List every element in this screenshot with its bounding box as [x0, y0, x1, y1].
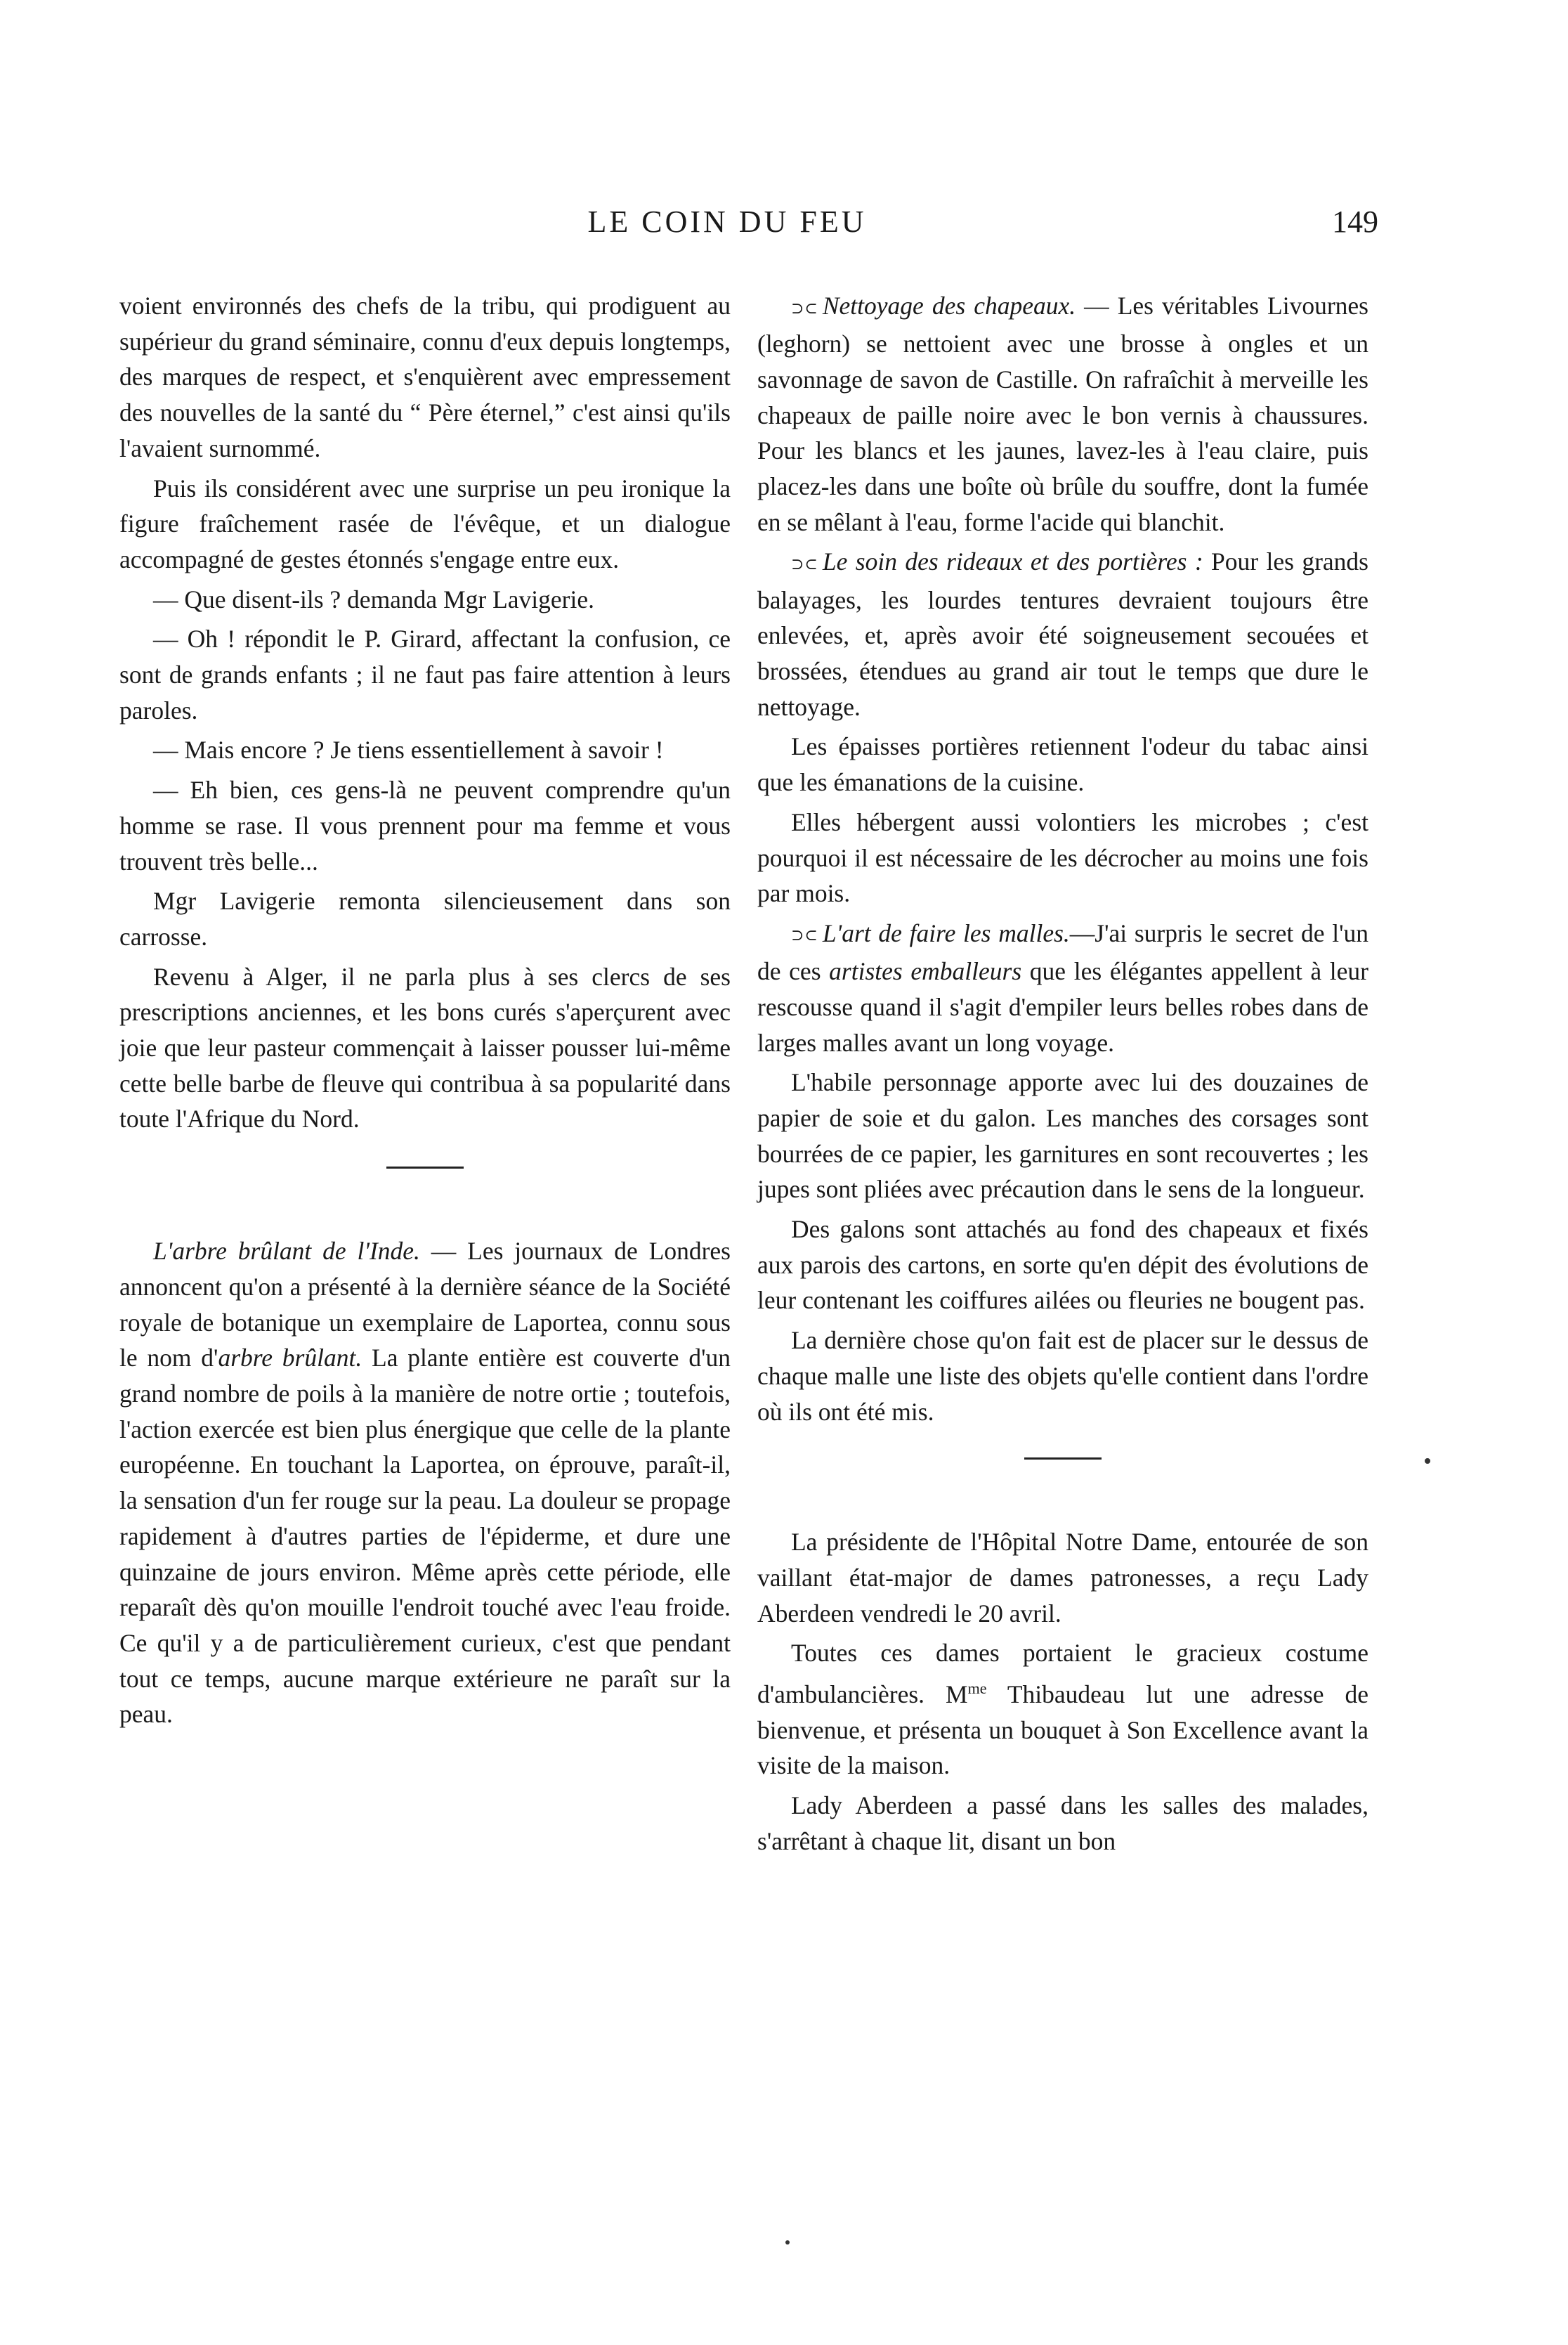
article-text: — Les véritables Livournes (leghorn) se nettoient avec une brosse à ongles et un savonnage de savon de Castille. On rafraîchit à merveille les chapeaux de paille noire avec le bon vernis à chaussures. Pour les blancs et les jaunes, lavez-les à l'eau claire, puis placez-les dans une boîte où brûle du souffre, dont la fumée en se mêlant à l'eau, forme l'acide qui blanchit. [757, 292, 1368, 536]
italic-term: artistes emballeurs [829, 957, 1022, 986]
article-text: — Les journaux de Londres annoncent qu'on a présenté à la dernière séance de la Société royale de botanique un exemplaire de Laportea, connu sous le nom d' [119, 1237, 731, 1372]
superscript: me [967, 1680, 987, 1698]
right-column [757, 288, 1368, 1863]
print-speck [1425, 1458, 1430, 1464]
article-nettoyage-chapeaux [757, 288, 1368, 540]
text-span: Toutes ces dames portaient le gracieux costume d'ambulancières. [757, 1639, 1368, 1708]
text-span: Thibaudeau lut une adresse de bienvenue, et présenta un bouquet à Son Excellence avant la visite de la maison. [757, 1680, 1369, 1780]
page-header [0, 204, 1568, 260]
section-divider [1024, 1457, 1102, 1460]
article-text: —J'ai surpris le secret de l'un de ces [757, 918, 1369, 986]
article-lead: Nettoyage des chapeaux. [822, 292, 1076, 320]
page-number: 149 [1332, 204, 1378, 239]
paragraph: Elles hébergent aussi volontiers les microbes ; c'est pourquoi il est nécessaire de les décrocher au moins une fois par mois. [757, 807, 1368, 908]
paragraph: Mgr Lavigerie remonta silencieusement dans son carrosse. [119, 887, 731, 951]
paragraph: Les épaisses portières retiennent l'odeur du tabac ainsi que les émanations de la cuisine. [757, 732, 1368, 797]
print-speck [785, 2240, 790, 2245]
paragraph: La dernière chose qu'on fait est de placer sur le dessus de chaque malle une liste des objets qu'elle contient dans l'ordre où ils ont été mis. [757, 1326, 1368, 1426]
article-lead: L'arbre brûlant de l'Inde. [153, 1237, 420, 1266]
dialogue-line: — Que disent-ils ? demanda Mgr Lavigerie. [153, 585, 594, 613]
left-column [119, 288, 731, 1736]
dialogue-line: — Oh ! répondit le P. Girard, affectant la confusion, ce sont de grands enfants ; il ne faut pas faire attention à leurs paroles. [119, 625, 731, 725]
paragraph: Puis ils considérent avec une surprise un peu ironique la figure fraîchement rasée de l'évêque, et un dialogue accompagné de gestes étonnés s'engage entre eux. [119, 474, 731, 573]
section-divider [386, 1167, 464, 1169]
dialogue-line: — Mais encore ? Je tiens essentiellement à savoir ! [153, 736, 664, 765]
paragraph: L'habile personnage apporte avec lui des douzaines de papier de soie et du galon. Les manches des corsages sont bourrées de ce papier, les garnitures en sont recouvertes ; les jupes sont pliées avec précaution dans le sens de la longueur. [757, 1068, 1368, 1204]
article-arbre-brulant [119, 1233, 731, 1732]
article-lead: L'art de faire les malles. [822, 918, 1070, 947]
ornament-mark: ⊃⊂ [791, 926, 818, 944]
ornament-mark: ⊃⊂ [791, 554, 818, 573]
text-span: M [946, 1680, 968, 1708]
dialogue-line: — Eh bien, ces gens-là ne peuvent comprendre qu'un homme se rase. Il vous prennent pour ma femme et vous trouvent très belle... [119, 776, 731, 876]
ornament-mark: ⊃⊂ [791, 299, 818, 317]
paragraph: La présidente de l'Hôpital Notre Dame, entourée de son vaillant état-major de dames patronesses, a reçu Lady Aberdeen vendredi le 20 avril. [757, 1528, 1368, 1628]
paragraph: voient environnés des chefs de la tribu, qui prodiguent au supérieur du grand séminaire, connu d'eux depuis longtemps, des marques de respect, et s'enquièrent avec empressement des nouvelles de la santé du “ Père éternel,” c'est ainsi qu'ils l'avaient surnommé. [119, 292, 731, 462]
article-text: Pour les grands balayages, les lourdes tentures devraient toujours être enlevées, et, après avoir été soigneusement secouées et brossées, étendues au grand air tout le temps que dure le nettoyage. [757, 547, 1368, 721]
article-text: que les élégantes appellent à leur rescousse quand il s'agit d'empiler leurs belles robes dans de larges malles avant un long voyage. [757, 957, 1368, 1057]
paragraph: Des galons sont attachés au fond des chapeaux et fixés aux parois des cartons, en sorte qu'en dépit des évolutions de leur contenant les coiffures ailées ou fleuries ne bougent pas. [757, 1215, 1368, 1315]
paragraph: Revenu à Alger, il ne parla plus à ses clercs de ses prescriptions anciennes, et les bons curés s'aperçurent avec joie que leur pasteur commençait à laisser pousser lui-même cette belle barbe de fleuve qui contribua à sa popularité dans toute l'Afrique du Nord. [119, 962, 731, 1133]
paragraph [757, 1635, 1368, 1784]
article-rideaux-portieres [757, 544, 1368, 725]
running-title: LE COIN DU FEU [587, 204, 867, 239]
article-art-malles [757, 916, 1368, 1060]
paragraph: Lady Aberdeen a passé dans les salles des malades, s'arrêtant à chaque lit, disant un bon [757, 1791, 1368, 1855]
article-text: La plante entière est couverte d'un grand nombre de poils à la manière de notre ortie ; toutefois, l'action exercée est bien plus énergique que celle de la plante européenne. En touchant la Laportea, on éprouve, paraît-il, la sensation d'un fer rouge sur la peau. La douleur se propage rapidement à d'autres parties de l'épiderme, et dure une quinzaine de jours environ. Même après cette période, elle reparaît dès qu'on mouille l'endroit touché avec l'eau froide. Ce qu'il y a de particulièrement curieux, c'est que pendant tout ce temps, aucune marque extérieure ne paraît sur la peau. [119, 1344, 731, 1729]
italic-term: arbre brûlant. [218, 1344, 362, 1372]
article-lead: Le soin des rideaux et des portières : [822, 547, 1203, 576]
